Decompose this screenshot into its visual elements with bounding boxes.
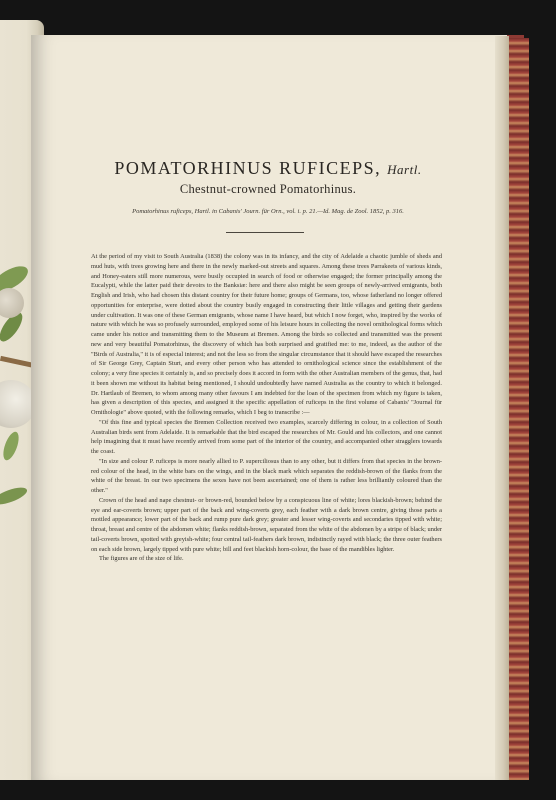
paragraph: "Of this fine and typical species the Bremen Collection received two examples, scarcely differing in colour, in a collection of South Australian birds sent from Adelaide. It is remarkable that the bird escaped the researches of Mr. Gould and his collectors, and one cannot help imagining that it must have recently arrived from some part of the interior of the country, and accompanied other stragglers towards the coast.	[91, 418, 442, 455]
plate-leaf	[0, 484, 29, 508]
common-name: Chestnut-crowned Pomatorhinus.	[179, 182, 357, 196]
body-text	[91, 252, 442, 564]
paragraph: "In size and colour P. ruficeps is more nearly allied to P. superciliosus than to any other, but it differs from that species in the brown-red colour of the head, in the white bars on the wings, and in the black mark which separates the reddish-brown of the flanks from the white of the breast. In our two specimens the sexes have not been ascertained; one of them is rather less brilliantly coloured than the other."	[91, 457, 442, 494]
species-title	[60, 158, 476, 179]
species-authority: Hartl.	[387, 162, 422, 177]
paragraph: Crown of the head and nape chestnut- or brown-red, bounded below by a conspicuous line of white; lores blackish-brown; behind the eye and ear-coverts brown; upper part of the back and wing-coverts grey, each feather with a dark brown centre, giving those parts a mottled appearance; lower part of the back and rump pure dark grey; greater and lesser wing-coverts and secondaries tipped with white; throat, breast and centre of the abdomen white; flanks reddish-brown, separated from the white of the abdomen by a stripe of black; under tail-coverts brown, spotted with greyish-white; four central tail-feathers dark brown, indistinctly rayed with black; the three outer feathers on each side brown, largely tipped with pure white; bill and feet blackish horn-colour, the base of the mandibles lighter.	[91, 496, 442, 553]
book-page-edges	[507, 38, 529, 780]
page-fore-edge	[495, 36, 509, 780]
divider-rule	[226, 232, 304, 233]
species-name: POMATORHINUS RUFICEPS,	[114, 158, 382, 178]
plate-leaf	[0, 430, 22, 462]
paragraph: The figures are of the size of life.	[99, 555, 184, 563]
paragraph: At the period of my visit to South Australia (1838) the colony was in its infancy, and the city of Adelaide a chaotic jumble of sheds and mud huts, with trees growing here and there in the newly marked-out streets and squares. Among these trees Parrakeets of various kinds, and Honey-eaters still more numerous, were busily occupied in search of food or otherwise engaged; the former principally among the Eucalypti, while the latter paid their devoirs to the Banksiæ: here and there also might be seen groups of newly-arrived emigrants, both English and Irish, who had chosen this distant country for their future home; groups of Germans, too, whose fatherland no longer offered opportunities for enterprise, were dotted about the country busily engaged in constructing their little villages and getting their gardens under cultivation. It was one of these German emigrants, whose name I have heard, but which I now forget, who, inspired by the works of nature with which he was so profusely surrounded, employed some of his leisure hours in collecting the novel ornithological forms which came under his notice and transmitting them to the Museum at Bremen. Among the birds so collected and transmitted was the present new and very beautiful Pomatorhinus, the discovery of which has both surprised and gratified me: to me, indeed, as the author of the "Birds of Australia," it is of especial interest; and not the less so from the singular circumstance that it should have escaped the researches of Sir George Grey, Captain Sturt, and every other person who has attended to ornithological science since the establishment of the colony; a very fine species it certainly is, and so precisely does it accord in form with the other Australian members of the genus, that, had it been shown me without its habitat being mentioned, I should undoubtedly have named Australia as the country to which it belonged. Dr. Hartlaub of Bremen, to whom among many other favours I am indebted for the loan of the specimen from which my figure is taken, has given a description of this species, and assigned it the specific appellation of ruficeps in the first volume of Cabanis' "Journal für Ornithologie" above quoted, with the following remarks, which I beg to transcribe :—	[91, 253, 442, 416]
citation: Pomatorhinus ruficeps, Hartl. in Cabanis' Journ. für Orn., vol. i. p. 21.—Id. Mag. de Zool. 1852, p. 316.	[132, 208, 404, 215]
